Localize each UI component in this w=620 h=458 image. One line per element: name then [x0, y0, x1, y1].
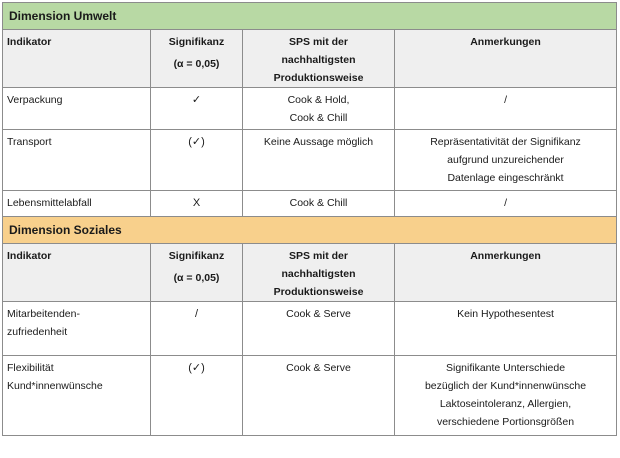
signifikanz-cell: (✓)	[151, 130, 243, 191]
column-header-row	[3, 244, 617, 302]
anmerkungen-cell: Repräsentativität der Signifikanz aufgrund unzureichender Datenlage eingeschränkt	[395, 130, 617, 191]
column-header-signifikanz: Signifikanz (α = 0,05)	[151, 244, 243, 302]
column-header-sps: SPS mit der nachhaltigsten Produktionsweise	[243, 244, 395, 302]
table-row	[3, 191, 617, 217]
column-header-indikator: Indikator	[3, 30, 151, 88]
signifikanz-cell: /	[151, 302, 243, 356]
sps-cell: Cook & Hold, Cook & Chill	[243, 88, 395, 130]
table-row	[3, 130, 617, 191]
section-umwelt-header	[3, 3, 617, 30]
sps-cell: Cook & Serve	[243, 302, 395, 356]
sps-cell: Keine Aussage möglich	[243, 130, 395, 191]
column-header-indikator: Indikator	[3, 244, 151, 302]
indikator-cell: Flexibilität Kund*innenwünsche	[3, 356, 151, 436]
anmerkungen-cell: Kein Hypothesentest	[395, 302, 617, 356]
table-row	[3, 88, 617, 130]
anmerkungen-cell: /	[395, 88, 617, 130]
sustainability-table	[2, 2, 617, 436]
section-title: Dimension Soziales	[3, 217, 617, 244]
section-soziales-header	[3, 217, 617, 244]
column-header-anmerkungen: Anmerkungen	[395, 30, 617, 88]
signifikanz-cell: (✓)	[151, 356, 243, 436]
column-header-row	[3, 30, 617, 88]
sps-cell: Cook & Serve	[243, 356, 395, 436]
column-header-anmerkungen: Anmerkungen	[395, 244, 617, 302]
anmerkungen-cell: Signifikante Unterschiede bezüglich der Kund*innenwünsche Laktoseintoleranz, Allergien, verschiedene Portionsgrößen	[395, 356, 617, 436]
sps-cell: Cook & Chill	[243, 191, 395, 217]
indikator-cell: Transport	[3, 130, 151, 191]
table-row	[3, 302, 617, 356]
indikator-cell: Lebensmittelabfall	[3, 191, 151, 217]
indikator-cell: Verpackung	[3, 88, 151, 130]
section-title: Dimension Umwelt	[3, 3, 617, 30]
signifikanz-cell: ✓	[151, 88, 243, 130]
column-header-signifikanz: Signifikanz (α = 0,05)	[151, 30, 243, 88]
signifikanz-cell: X	[151, 191, 243, 217]
indikator-cell: Mitarbeitenden- zufriedenheit	[3, 302, 151, 356]
column-header-sps: SPS mit der nachhaltigsten Produktionsweise	[243, 30, 395, 88]
table-row	[3, 356, 617, 436]
anmerkungen-cell: /	[395, 191, 617, 217]
